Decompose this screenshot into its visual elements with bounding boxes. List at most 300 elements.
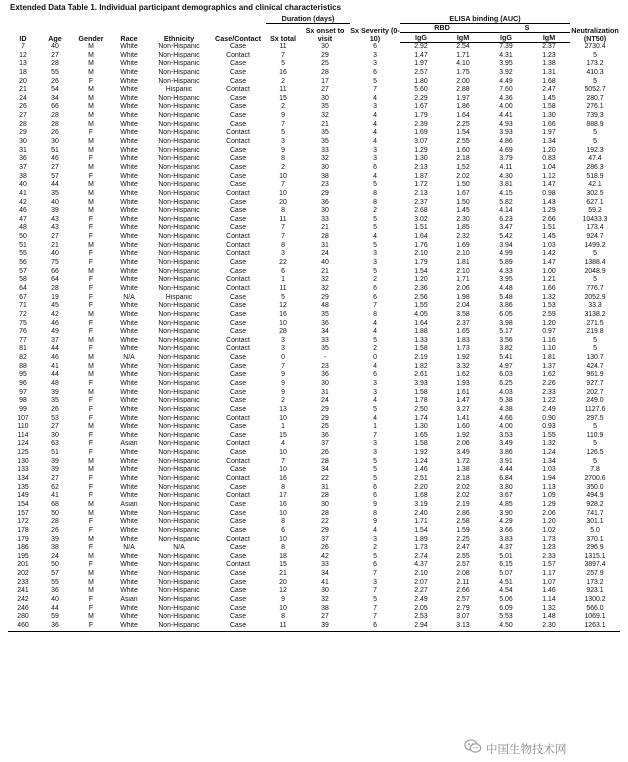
cell-rbd-igg: 1.64	[414, 233, 428, 241]
cell-severity: 3	[373, 578, 377, 586]
cell-ethnicity: Hispanic	[165, 293, 193, 301]
cell-severity: 2	[373, 276, 377, 284]
cell-ethnicity: Non-Hispanic	[158, 120, 200, 128]
cell-ethnicity: Non-Hispanic	[158, 241, 200, 249]
cell-case-contact: Case	[229, 259, 247, 267]
cell-sx-onset: 31	[321, 241, 329, 249]
cell-severity: 4	[373, 112, 377, 120]
cell-age: 66	[51, 103, 59, 111]
cell-case-contact: Case	[229, 405, 247, 413]
cell-id: 46	[19, 207, 27, 215]
cell-rbd-igm: 2.58	[456, 518, 470, 526]
table-row	[8, 216, 620, 225]
cell-sx-onset: 36	[321, 431, 329, 439]
cell-s-igm: 2.66	[542, 215, 556, 223]
cell-sx-onset: 32	[321, 596, 329, 603]
cell-s-igm: 1.21	[542, 276, 556, 284]
cell-id: 41	[19, 189, 27, 197]
cell-race: White	[120, 613, 138, 621]
cell-race: White	[120, 457, 138, 465]
header-id: ID	[19, 33, 27, 43]
cell-rbd-igg: 1.76	[414, 241, 428, 249]
table-body	[8, 43, 620, 632]
cell-rbd-igg: 2.07	[414, 578, 428, 586]
cell-gender: F	[88, 414, 94, 422]
cell-race: White	[120, 518, 138, 526]
header-elisa-group: ELISA binding (AUC)	[400, 14, 570, 24]
cell-sx-total: 8	[281, 613, 285, 621]
cell-s-igg: 6.05	[499, 310, 513, 318]
cell-ethnicity: Non-Hispanic	[158, 475, 200, 483]
cell-s-igg: 5.06	[499, 596, 513, 603]
cell-gender: F	[88, 431, 94, 439]
cell-rbd-igg: 1.65	[414, 431, 428, 439]
cell-s-igm: 1.42	[542, 250, 556, 258]
cell-sx-onset: 39	[300, 622, 350, 631]
cell-sx-onset: 32	[321, 276, 329, 284]
cell-sx-total: 5	[281, 60, 285, 68]
cell-neutralization: 741.7	[586, 509, 604, 517]
cell-rbd-igg: 1.20	[414, 276, 428, 284]
cell-rbd-igm: 2.88	[456, 86, 470, 94]
cell-gender: M	[88, 207, 94, 215]
cell-id: 12	[19, 51, 27, 59]
cell-sx-total: 12	[279, 302, 287, 310]
cell-case-contact: Contact	[226, 138, 250, 146]
cell-s-igg: 3.86	[499, 302, 513, 310]
cell-sx-total: 20	[279, 578, 287, 586]
cell-rbd-igm: 2.06	[456, 284, 470, 292]
cell-neutralization: 5	[593, 51, 597, 59]
cell-sx-total: 15	[279, 94, 287, 102]
cell-neutralization: 2730.4	[584, 42, 606, 50]
cell-rbd-igg: 1.58	[414, 388, 428, 396]
cell-severity: 9	[373, 518, 377, 526]
cell-neutralization: 3138.2	[584, 310, 606, 318]
cell-rbd-igg: 2.40	[414, 509, 428, 517]
cell-sx-total: 11	[266, 622, 300, 631]
cell-age: 54	[51, 86, 59, 94]
cell-neutralization: 280.7	[586, 94, 604, 102]
cell-race: White	[120, 112, 138, 120]
cell-rbd-igm: 2.32	[456, 233, 470, 241]
cell-s-igg: 4.31	[499, 51, 513, 59]
cell-id: 48	[19, 224, 27, 232]
cell-sx-onset: 30	[321, 207, 329, 215]
cell-age: 26	[51, 526, 59, 534]
header-sx-total: Sx total	[270, 33, 296, 43]
header-s-igg: IgG	[484, 33, 528, 43]
cell-id: 40	[19, 181, 27, 189]
cell-case-contact: Case	[229, 544, 247, 552]
cell-s-igg: 3.98	[499, 319, 513, 327]
cell-id: 233	[17, 578, 29, 586]
cell-neutralization: 370.1	[586, 535, 604, 543]
cell-neutralization: 2048.9	[584, 267, 606, 275]
cell-gender: F	[88, 284, 94, 292]
cell-s-igm: 2.37	[542, 43, 556, 50]
cell-age: 57	[51, 570, 59, 578]
cell-sx-onset: 32	[321, 284, 329, 292]
cell-severity: 3	[373, 259, 377, 267]
cell-id: 133	[17, 466, 29, 474]
cell-ethnicity: Non-Hispanic	[158, 284, 200, 292]
cell-s-igm: 1.32	[542, 604, 556, 612]
cell-sx-total: 10	[279, 414, 287, 422]
header-race: Race	[120, 33, 138, 43]
cell-ethnicity: N/A	[173, 544, 185, 552]
cell-case-contact: Case	[229, 371, 247, 379]
cell-s-igg: 3.90	[499, 509, 513, 517]
cell-age: 27	[51, 233, 59, 241]
cell-sx-onset: 35	[321, 310, 329, 318]
cell-sx-total: 6	[281, 526, 285, 534]
cell-ethnicity: Non-Hispanic	[158, 500, 200, 508]
cell-id: 24	[19, 94, 27, 102]
table-row	[8, 60, 620, 69]
cell-age: 39	[51, 466, 59, 474]
cell-age: 37	[51, 336, 59, 344]
cell-case-contact: Contact	[226, 535, 250, 543]
cell-s-igg: 4.69	[499, 146, 513, 154]
cell-sx-total: 7	[281, 362, 285, 370]
cell-id: 13	[19, 60, 27, 68]
cell-s-igg: 4.30	[499, 172, 513, 180]
table-title: Extended Data Table 1. Individual participant demographics and clinical characteristics	[10, 3, 342, 12]
table-row	[8, 181, 620, 190]
table-row	[8, 78, 620, 87]
cell-id: 179	[17, 535, 29, 543]
table-row	[8, 587, 620, 596]
cell-case-contact: Case	[229, 310, 247, 318]
cell-id: 37	[19, 163, 27, 171]
cell-rbd-igg: 1.80	[414, 77, 428, 85]
cell-s-igg: 3.94	[499, 241, 513, 249]
cell-neutralization: 424.7	[586, 362, 604, 370]
cell-sx-total: 2	[281, 397, 285, 405]
cell-severity: 3	[373, 379, 377, 387]
cell-case-contact: Case	[229, 293, 247, 301]
cell-severity: 7	[373, 86, 377, 94]
cell-severity: 5	[373, 241, 377, 249]
cell-id: 72	[19, 310, 27, 318]
cell-s-igm: 1.37	[542, 362, 556, 370]
cell-gender: M	[88, 112, 94, 120]
cell-neutralization: 1499.2	[584, 241, 606, 249]
cell-sx-total: 7	[281, 224, 285, 232]
cell-age: 42	[51, 310, 59, 318]
cell-gender: F	[88, 440, 94, 448]
cell-neutralization: 192.3	[586, 146, 604, 154]
cell-sx-onset: 34	[321, 570, 329, 578]
cell-severity: 5	[373, 475, 377, 483]
cell-ethnicity: Hispanic	[165, 86, 193, 94]
cell-rbd-igg: 3.02	[414, 215, 428, 223]
cell-rbd-igg: 1.33	[414, 336, 428, 344]
cell-case-contact: Case	[229, 146, 247, 154]
cell-race: White	[120, 215, 138, 223]
table-row	[8, 173, 620, 182]
cell-severity: 5	[373, 596, 377, 603]
cell-severity: 4	[373, 138, 377, 146]
cell-gender: F	[72, 622, 110, 631]
cell-race: White	[120, 423, 138, 431]
cell-case-contact: Contact	[226, 233, 250, 241]
cell-gender: F	[88, 397, 94, 405]
cell-case-contact: Case	[229, 328, 247, 336]
cell-rbd-igg: 3.19	[414, 500, 428, 508]
cell-case-contact: Contact	[226, 250, 250, 258]
table-row	[8, 190, 620, 199]
cell-rbd-igg: 1.67	[414, 103, 428, 111]
cell-case-contact: Case	[229, 596, 247, 603]
cell-id: 157	[17, 509, 29, 517]
cell-severity: 3	[373, 449, 377, 457]
cell-s-igm: 0.93	[542, 423, 556, 431]
cell-sx-total: 7	[281, 120, 285, 128]
table-row	[8, 164, 620, 173]
cell-s-igg: 4.44	[499, 466, 513, 474]
cell-case-contact: Contact	[226, 475, 250, 483]
cell-gender: M	[88, 613, 94, 621]
cell-id: 56	[19, 259, 27, 267]
cell-ethnicity: Non-Hispanic	[158, 518, 200, 526]
cell-id: 71	[19, 302, 27, 310]
cell-sx-total: 9	[281, 112, 285, 120]
cell-case-contact: Contact	[226, 336, 250, 344]
cell-race: White	[120, 336, 138, 344]
cell-severity: 2	[373, 345, 377, 353]
cell-id: 67	[19, 293, 27, 301]
cell-sx-onset: 33	[321, 146, 329, 154]
cell-case-contact: Case	[229, 103, 247, 111]
cell-s-igg: 4.86	[499, 138, 513, 146]
table-row	[8, 199, 620, 208]
cell-ethnicity: Non-Hispanic	[158, 77, 200, 85]
cell-age: 55	[51, 68, 59, 76]
table-row	[8, 52, 620, 61]
wechat-logo-icon	[464, 739, 482, 759]
cell-race: White	[120, 431, 138, 439]
cell-case-contact: Case	[229, 613, 247, 621]
cell-rbd-igm: 1.92	[456, 354, 470, 362]
cell-sx-onset: 23	[321, 181, 329, 189]
cell-age: 49	[51, 328, 59, 336]
table-header	[8, 14, 620, 43]
cell-ethnicity: Non-Hispanic	[158, 68, 200, 76]
cell-gender: M	[88, 60, 94, 68]
cell-rbd-igg: 2.57	[414, 68, 428, 76]
cell-neutralization: 42.1	[588, 181, 602, 189]
cell-s-igg: 4.11	[499, 163, 513, 171]
table-row	[8, 527, 620, 536]
cell-rbd-igm: 1.61	[456, 388, 470, 396]
cell-gender: M	[88, 310, 94, 318]
cell-sx-total: 3	[281, 138, 285, 146]
cell-age: 40	[51, 596, 59, 603]
cell-sx-total: 12	[279, 587, 287, 595]
cell-sx-total: 20	[279, 198, 287, 206]
cell-sx-onset: 17	[321, 77, 329, 85]
cell-s-igm: 1.32	[542, 293, 556, 301]
cell-rbd-igg: 3.93	[414, 379, 428, 387]
cell-id: 154	[17, 500, 29, 508]
cell-race: White	[120, 466, 138, 474]
cell-rbd-igm: 1.60	[456, 423, 470, 431]
cell-age: 40	[51, 42, 59, 50]
cell-case-contact: Contact	[226, 345, 250, 353]
cell-id: 7	[21, 42, 25, 50]
cell-case-contact: Contact	[226, 276, 250, 284]
cell-rbd-igm: 1.65	[456, 328, 470, 336]
cell-sx-onset: 25	[321, 60, 329, 68]
cell-s-igg: 4.29	[499, 518, 513, 526]
cell-s-igm: 1.14	[542, 596, 556, 603]
cell-s-igg: 3.92	[499, 68, 513, 76]
cell-severity: 6	[373, 561, 377, 569]
cell-rbd-igm: 1.64	[456, 112, 470, 120]
cell-id: 125	[17, 449, 29, 457]
cell-sx-total: 4	[281, 440, 285, 448]
cell-sx-onset: 29	[321, 51, 329, 59]
cell-age: 50	[51, 509, 59, 517]
header-duration-group: Duration (days)	[266, 14, 350, 24]
cell-case-contact: Case	[229, 578, 247, 586]
cell-case-contact: Case	[229, 552, 247, 560]
cell-severity: 5	[373, 77, 377, 85]
cell-race: White	[120, 483, 138, 491]
cell-neutralization: 5	[593, 129, 597, 137]
table-row	[8, 294, 620, 303]
cell-neutralization: 297.5	[586, 414, 604, 422]
cell-neutralization: 5	[593, 423, 597, 431]
cell-rbd-igm: 1.71	[456, 51, 470, 59]
cell-gender: M	[88, 587, 94, 595]
cell-gender: F	[88, 345, 94, 353]
cell-age: 27	[51, 423, 59, 431]
cell-case-contact: Case	[229, 319, 247, 327]
cell-rbd-igm: 1.71	[456, 276, 470, 284]
cell-race: White	[120, 189, 138, 197]
cell-age: 44	[51, 371, 59, 379]
cell-rbd-igm: 2.04	[456, 302, 470, 310]
cell-sx-total: 2	[281, 77, 285, 85]
cell-race: White	[120, 284, 138, 292]
table-row	[8, 345, 620, 354]
cell-id: 47	[19, 215, 27, 223]
cell-age: 36	[38, 622, 72, 631]
cell-case-contact: Case	[229, 163, 247, 171]
cell-severity: 5	[373, 457, 377, 465]
cell-gender: F	[88, 302, 94, 310]
cell-s-igm: 1.47	[542, 259, 556, 267]
cell-neutralization: 249.0	[586, 397, 604, 405]
cell-age: 28	[51, 60, 59, 68]
cell-rbd-igg: 1.73	[414, 544, 428, 552]
cell-case-contact: Case	[229, 120, 247, 128]
cell-sx-total: 10	[279, 319, 287, 327]
cell-neutralization: 961.9	[586, 371, 604, 379]
table-row	[8, 207, 620, 216]
cell-rbd-igm: 3.58	[456, 310, 470, 318]
header-s: S	[484, 24, 570, 33]
cell-rbd-igm: 2.57	[456, 561, 470, 569]
cell-rbd-igg: 5.60	[414, 86, 428, 94]
cell-id: 50	[19, 233, 27, 241]
cell-rbd-igm: 1.92	[456, 431, 470, 439]
cell-rbd-igm: 1.62	[456, 371, 470, 379]
cell-id: 38	[19, 172, 27, 180]
cell-s-igg: 5.82	[499, 198, 513, 206]
cell-rbd-igm: 1.73	[456, 345, 470, 353]
cell-s-igm: 1.22	[542, 397, 556, 405]
cell-neutralization: 202.7	[586, 388, 604, 396]
cell-rbd-igg: 2.92	[414, 43, 428, 50]
cell-rbd-igm: 1.72	[456, 457, 470, 465]
cell-sx-total: 8	[281, 483, 285, 491]
cell-neutralization: 3897.4	[584, 561, 606, 569]
table-row	[8, 233, 620, 242]
cell-severity: 8	[373, 509, 377, 517]
cell-rbd-igg: 1.74	[414, 414, 428, 422]
cell-age: 36	[51, 587, 59, 595]
cell-rbd-igm: 1.81	[456, 259, 470, 267]
cell-severity: 5	[373, 224, 377, 232]
cell-s-igg: 3.81	[499, 181, 513, 189]
cell-case-contact: Contact	[226, 189, 250, 197]
cell-s-igm: 1.03	[542, 241, 556, 249]
cell-severity: 4	[373, 397, 377, 405]
cell-rbd-igg: 2.36	[414, 284, 428, 292]
cell-neutralization: 2052.9	[584, 293, 606, 301]
cell-neutralization: 924.7	[586, 233, 604, 241]
cell-s-igm: 1.23	[542, 544, 556, 552]
table-row	[8, 328, 620, 337]
cell-gender: M	[88, 509, 94, 517]
cell-sx-total: 0	[281, 354, 285, 362]
cell-ethnicity: Non-Hispanic	[158, 613, 200, 621]
cell-sx-total: 10	[279, 535, 287, 543]
cell-ethnicity: Non-Hispanic	[158, 440, 200, 448]
cell-sx-total: 8	[281, 155, 285, 163]
cell-id: 76	[19, 328, 27, 336]
cell-rbd-igm: 2.86	[456, 509, 470, 517]
cell-gender: M	[88, 51, 94, 59]
cell-age: 34	[51, 94, 59, 102]
cell-sx-total: 7	[281, 181, 285, 189]
cell-ethnicity: Non-Hispanic	[158, 449, 200, 457]
cell-rbd-igm: 2.06	[456, 440, 470, 448]
cell-age: 28	[51, 120, 59, 128]
cell-rbd-igg: 2.13	[414, 189, 428, 197]
cell-s-igm: 2.33	[542, 552, 556, 560]
cell-gender: M	[88, 457, 94, 465]
table-row	[8, 510, 620, 519]
cell-id: 178	[17, 526, 29, 534]
cell-rbd-igm: 1.75	[456, 68, 470, 76]
cell-severity: 2	[373, 207, 377, 215]
cell-severity: 5	[373, 466, 377, 474]
cell-s-igm: 1.04	[542, 163, 556, 171]
cell-case-contact: Case	[229, 302, 247, 310]
cell-rbd-igm: 1.83	[456, 336, 470, 344]
cell-gender: F	[88, 155, 94, 163]
cell-rbd-igm: 1.59	[456, 526, 470, 534]
cell-ethnicity: Non-Hispanic	[158, 596, 200, 603]
cell-age: 35	[51, 189, 59, 197]
cell-s-igm: 1.20	[542, 146, 556, 154]
cell-age: 26	[51, 77, 59, 85]
